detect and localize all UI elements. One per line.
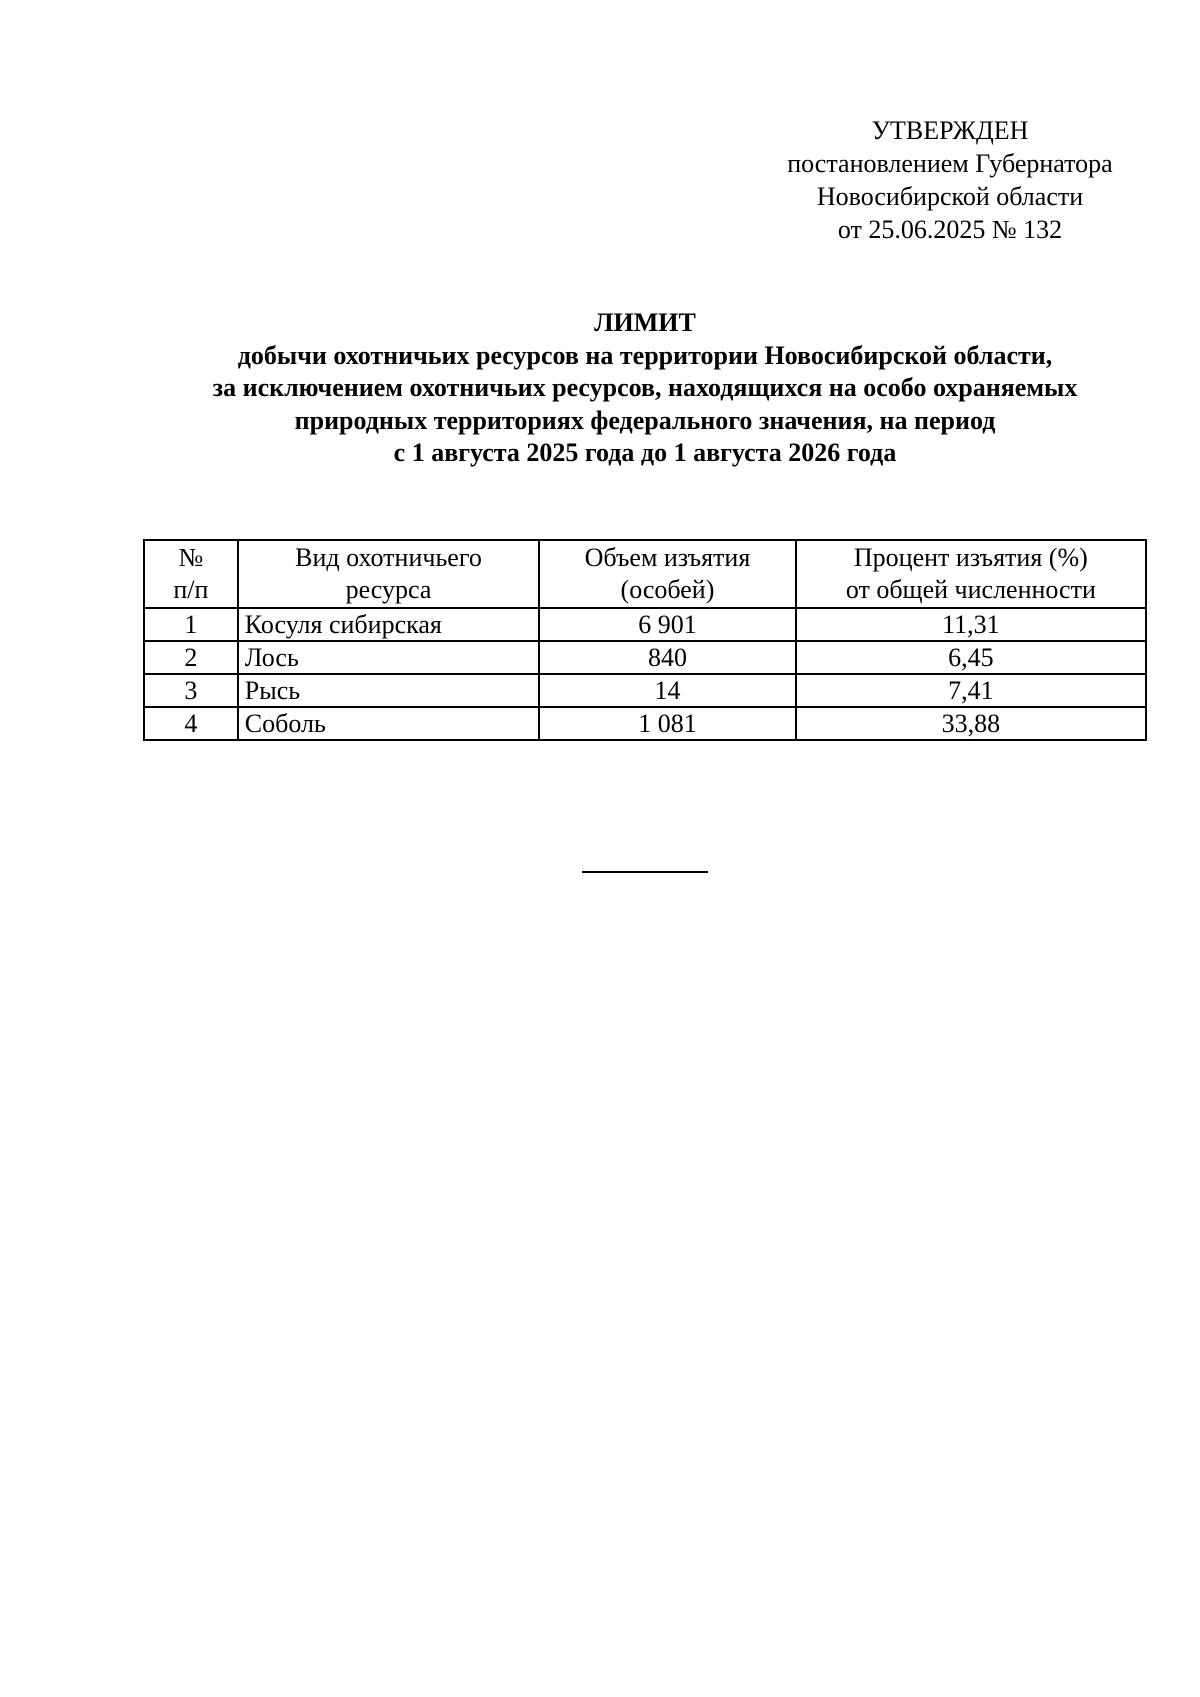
row-percent: 7,41 <box>796 674 1146 707</box>
row-percent: 33,88 <box>796 707 1146 740</box>
approval-region: Новосибирской области <box>816 182 1084 211</box>
row-number: 2 <box>144 641 238 674</box>
header-volume: Объем изъятия (особей) <box>539 540 795 608</box>
table-header-row <box>144 540 1146 608</box>
header-number: № п/п <box>144 540 238 608</box>
title-line: добычи охотничьих ресурсов на территории Новосибирской области, <box>237 340 1053 370</box>
limit-table <box>143 539 1147 741</box>
approval-date-number: от 25.06.2025 № 132 <box>837 215 1063 244</box>
title-line: с 1 августа 2025 года до 1 августа 2026 года <box>393 438 897 467</box>
table-row <box>144 674 1146 707</box>
approval-status: УТВЕРЖДЕН <box>871 116 1029 145</box>
header-percent: Процент изъятия (%) от общей численности <box>796 540 1146 608</box>
row-species: Косуля сибирская <box>238 608 539 641</box>
row-volume: 840 <box>539 641 795 674</box>
row-species: Рысь <box>238 674 539 707</box>
table-row <box>144 608 1146 641</box>
title-line: за исключением охотничьих ресурсов, находящихся на особо охраняемых <box>212 373 1078 402</box>
row-species: Лось <box>238 641 539 674</box>
row-volume: 1 081 <box>539 707 795 740</box>
row-volume: 6 901 <box>539 608 795 641</box>
title-heading: ЛИМИТ <box>594 308 696 337</box>
row-species: Соболь <box>238 707 539 740</box>
approval-authority: постановлением Губернатора <box>787 149 1113 178</box>
row-number: 4 <box>144 707 238 740</box>
row-percent: 6,45 <box>796 641 1146 674</box>
row-volume: 14 <box>539 674 795 707</box>
row-number: 1 <box>144 608 238 641</box>
table-row <box>144 707 1146 740</box>
header-species: Вид охотничьего ресурса <box>238 540 539 608</box>
row-percent: 11,31 <box>796 608 1146 641</box>
table-row <box>144 641 1146 674</box>
title-line: природных территориях федерального значения, на период <box>294 405 996 435</box>
document-title <box>100 307 1190 470</box>
approval-block <box>740 114 1160 246</box>
document-end-line <box>582 871 708 873</box>
row-number: 3 <box>144 674 238 707</box>
